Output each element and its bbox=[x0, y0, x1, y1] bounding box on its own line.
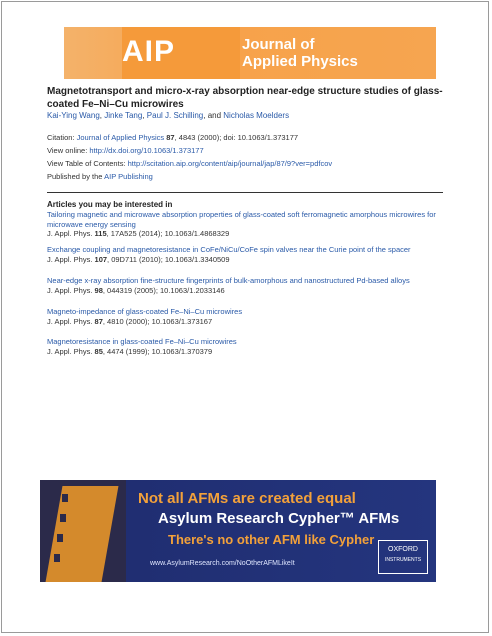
journal-name-line2: Applied Physics bbox=[242, 53, 358, 70]
related-article bbox=[47, 337, 447, 356]
ad-product: Asylum Research Cypher™ AFMs bbox=[158, 510, 400, 527]
aip-logo: AIP bbox=[122, 35, 176, 68]
related-article-link[interactable]: Magneto-impedance of glass-coated Fe–Ni–Cu microwires bbox=[47, 307, 243, 316]
related-article bbox=[47, 210, 447, 239]
citation-journal-link[interactable]: Journal of Applied Physics bbox=[76, 133, 165, 142]
related-article-link[interactable]: Exchange coupling and magnetoresistance in CoFe/NiCu/CoFe spin valves near the Curie point of the spacer bbox=[47, 245, 411, 254]
journal-name-line1: Journal of bbox=[242, 36, 315, 53]
article-title: Magnetotransport and micro-x-ray absorption near-edge structure studies of glass-coated Fe–Ni–Cu microwires bbox=[47, 86, 443, 110]
author-link[interactable]: Kai-Ying Wang bbox=[47, 111, 100, 120]
toc-line: View Table of Contents: http://scitation.aip.org/content/aip/journal/jap/87/9?ver=pdfcov bbox=[47, 159, 333, 168]
author-list: Kai-Ying Wang, Jinke Tang, Paul J. Schilling, and Nicholas Moelders bbox=[47, 111, 290, 120]
related-article bbox=[47, 307, 447, 326]
film-strip-graphic bbox=[40, 480, 126, 582]
view-online-line: View online: http://dx.doi.org/10.1063/1.373177 bbox=[47, 146, 204, 155]
related-article bbox=[47, 276, 447, 295]
publisher-link[interactable]: AIP Publishing bbox=[104, 172, 153, 181]
toc-link[interactable]: http://scitation.aip.org/content/aip/journal/jap/87/9?ver=pdfcov bbox=[127, 159, 333, 168]
ad-url[interactable]: www.AsylumResearch.com/NoOtherAFMLikeIt bbox=[150, 560, 295, 567]
ad-tagline: There's no other AFM like Cypher bbox=[168, 532, 375, 547]
author-link[interactable]: Jinke Tang bbox=[104, 111, 143, 120]
related-article-link[interactable]: Tailoring magnetic and microwave absorption properties of glass-coated soft ferromagnetic amorphous microwires for microwave energy sensing bbox=[47, 210, 436, 229]
author-link[interactable]: Paul J. Schilling bbox=[146, 111, 204, 120]
related-article-ref: J. Appl. Phys. 98, 044319 (2005); 10.1063/1.2033146 bbox=[47, 285, 225, 295]
divider bbox=[47, 192, 443, 193]
oxford-instruments-logo: OXFORD INSTRUMENTS bbox=[378, 540, 428, 574]
advertisement-banner[interactable] bbox=[40, 480, 436, 582]
related-article-ref: J. Appl. Phys. 85, 4474 (1999); 10.1063/1.370379 bbox=[47, 346, 213, 356]
related-article-ref: J. Appl. Phys. 87, 4810 (2000); 10.1063/1.373167 bbox=[47, 316, 213, 326]
citation-line: Citation: Journal of Applied Physics 87, 4843 (2000); doi: 10.1063/1.373177 bbox=[47, 133, 299, 142]
doi-link[interactable]: http://dx.doi.org/10.1063/1.373177 bbox=[89, 146, 204, 155]
ad-headline: Not all AFMs are created equal bbox=[138, 490, 356, 507]
journal-name bbox=[242, 36, 358, 70]
related-article-link[interactable]: Near-edge x-ray absorption fine-structure fingerprints of bulk-amorphous and nanostructured Pd-based alloys bbox=[47, 276, 410, 285]
related-articles-heading: Articles you may be interested in bbox=[47, 200, 173, 209]
related-article bbox=[47, 245, 447, 264]
author-link[interactable]: Nicholas Moelders bbox=[223, 111, 290, 120]
journal-banner[interactable] bbox=[64, 27, 436, 79]
related-article-ref: J. Appl. Phys. 107, 09D711 (2010); 10.1063/1.3340509 bbox=[47, 254, 230, 264]
related-article-link[interactable]: Magnetoresistance in glass-coated Fe–Ni–Cu microwires bbox=[47, 337, 237, 346]
publisher-line: Published by the AIP Publishing bbox=[47, 172, 153, 181]
related-article-ref: J. Appl. Phys. 115, 17A525 (2014); 10.1063/1.4868329 bbox=[47, 229, 230, 238]
